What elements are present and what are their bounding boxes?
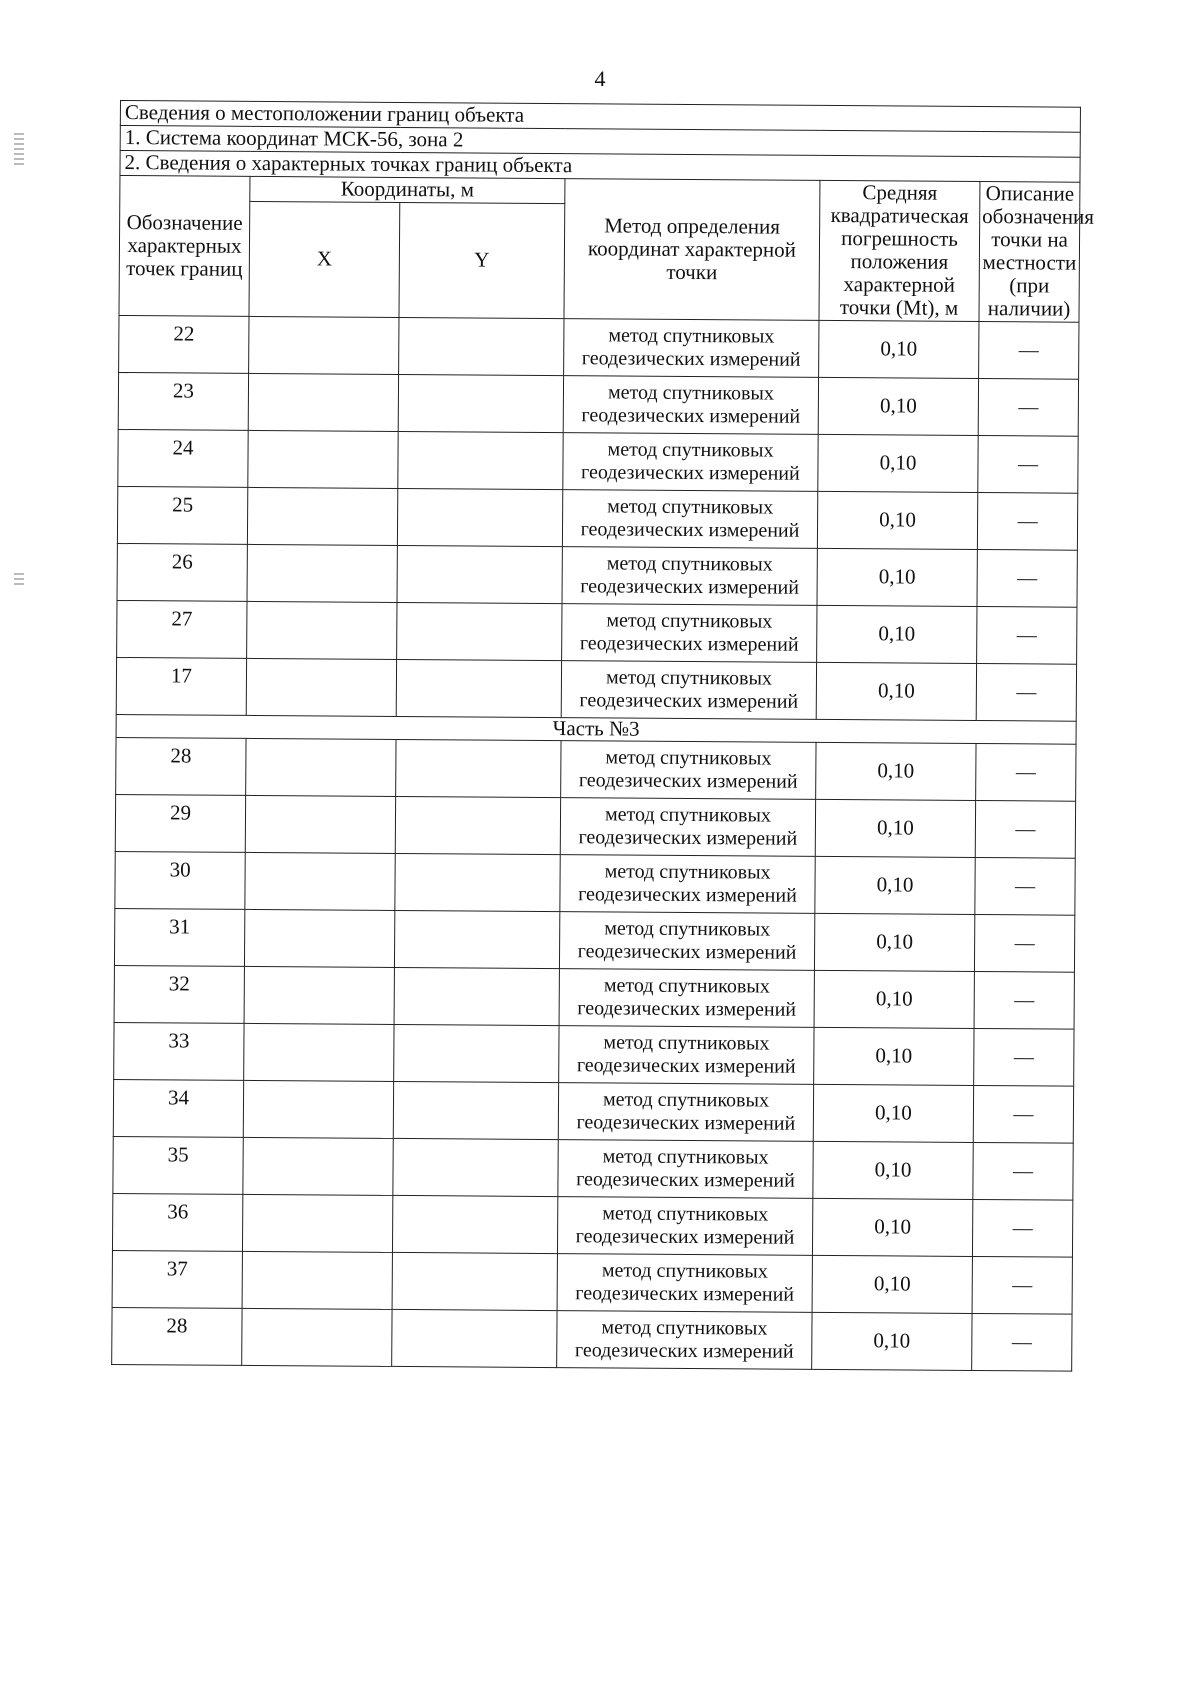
point-number: 33 — [114, 1022, 244, 1080]
header-designation: Обозначение характерных точек границ — [119, 176, 250, 316]
document-body — [111, 100, 1095, 1371]
table-row — [114, 965, 1074, 1029]
point-number: 28 — [112, 1307, 242, 1365]
method-cell — [561, 660, 816, 719]
coord-x-cell — [248, 373, 398, 431]
mt-value: 0,10 — [815, 799, 975, 857]
coord-x-cell — [244, 966, 394, 1024]
coord-x-cell — [242, 1251, 392, 1309]
method-line-2: геодезических измерений — [576, 1110, 796, 1135]
method-cell — [559, 968, 814, 1027]
scan-artifact-marks — [14, 570, 24, 588]
table-row — [114, 908, 1074, 972]
description-cell: — — [976, 663, 1076, 721]
point-number: 36 — [112, 1193, 242, 1251]
method-line-2: геодезических измерений — [576, 1167, 795, 1192]
table-row — [112, 1250, 1072, 1314]
coord-y-cell — [397, 488, 562, 546]
method-line-2: геодезических измерений — [580, 574, 800, 599]
coord-y-cell — [397, 602, 562, 660]
method-line-2: геодезических измерений — [577, 939, 797, 964]
coord-y-cell — [398, 374, 563, 432]
table-row — [115, 794, 1075, 858]
coord-y-cell — [394, 967, 559, 1025]
table-row — [114, 1022, 1074, 1086]
mt-value: 0,10 — [813, 1084, 973, 1142]
mt-value: 0,10 — [818, 434, 978, 492]
coord-x-cell — [248, 430, 398, 488]
coord-x-cell — [242, 1194, 392, 1252]
table-row — [115, 851, 1075, 915]
point-number: 26 — [117, 543, 247, 601]
method-line-1: метод спутниковых — [605, 665, 773, 690]
header-description: Описание обозначения точки на местности (при наличии) — [979, 182, 1080, 322]
point-number: 37 — [112, 1250, 242, 1308]
coord-y-cell — [397, 545, 562, 603]
method-line-1: метод спутниковых — [603, 1030, 770, 1055]
point-number: 17 — [116, 657, 246, 715]
coord-x-cell — [245, 852, 395, 910]
mt-value: 0,10 — [816, 742, 976, 800]
method-cell — [558, 1082, 813, 1141]
section-title: Сведения о местоположении границ объекта — [120, 101, 1080, 133]
method-cell — [557, 1253, 812, 1312]
method-cell — [557, 1196, 812, 1255]
coord-y-cell — [392, 1195, 557, 1253]
method-line-1: метод спутниковых — [602, 1144, 769, 1169]
method-cell — [559, 911, 814, 970]
description-cell: — — [979, 321, 1079, 379]
method-cell — [562, 489, 817, 548]
method-line-2: геодезических измерений — [575, 1281, 795, 1306]
mt-value: 0,10 — [814, 970, 974, 1028]
coord-x-cell — [247, 601, 397, 659]
coord-y-cell — [395, 796, 560, 854]
header-coordinates: Координаты, м — [250, 176, 565, 203]
description-cell: — — [974, 1028, 1074, 1086]
table-row — [112, 1193, 1072, 1257]
coord-x-cell — [242, 1308, 392, 1366]
method-cell — [563, 375, 818, 434]
header-x: X — [249, 201, 400, 317]
coord-y-cell — [393, 1081, 558, 1139]
description-cell: — — [973, 1085, 1073, 1143]
method-line-1: метод спутниковых — [606, 551, 773, 576]
method-line-2: геодезических измерений — [580, 460, 800, 485]
method-line-1: метод спутниковых — [603, 973, 770, 998]
header-error: Средняя квадратическая погрешность положения характерной точки (Mt), м — [819, 180, 980, 321]
method-line-2: геодезических измерений — [581, 346, 801, 371]
method-cell — [562, 546, 817, 605]
coord-system: 1. Система координат МСК-56, зона 2 — [120, 126, 1080, 158]
coord-y-cell — [394, 1024, 559, 1082]
description-cell: — — [975, 857, 1075, 915]
description-cell: — — [972, 1199, 1072, 1257]
coord-y-cell — [395, 853, 560, 911]
table-body — [112, 100, 1095, 1371]
description-cell: — — [977, 606, 1077, 664]
coord-x-cell — [247, 544, 397, 602]
method-line-1: метод спутниковых — [604, 859, 771, 884]
table-row — [117, 486, 1077, 550]
part-label: Часть №3 — [116, 714, 1076, 744]
mt-value: 0,10 — [813, 1141, 973, 1199]
mt-value: 0,10 — [817, 548, 977, 606]
table-row — [117, 600, 1077, 664]
coord-x-cell — [245, 795, 395, 853]
description-cell: — — [974, 914, 1074, 972]
coord-y-cell — [396, 659, 561, 717]
header-method: Метод определения координат характерной точки — [564, 179, 820, 320]
table-row — [116, 657, 1076, 721]
method-cell — [563, 432, 818, 491]
coord-y-cell — [394, 910, 559, 968]
point-number: 25 — [117, 486, 247, 544]
mt-value: 0,10 — [817, 491, 977, 549]
point-number: 29 — [115, 794, 245, 852]
point-number: 28 — [116, 737, 246, 795]
description-cell: — — [973, 1142, 1073, 1200]
method-line-1: метод спутниковых — [604, 916, 771, 941]
mt-value: 0,10 — [812, 1198, 972, 1256]
method-cell — [558, 1139, 813, 1198]
coord-x-cell — [246, 658, 396, 716]
coord-y-cell — [392, 1309, 557, 1367]
table-row — [118, 372, 1078, 436]
method-line-1: метод спутниковых — [602, 1201, 769, 1226]
method-line-2: геодезических измерений — [576, 1053, 796, 1078]
table-row — [117, 543, 1077, 607]
description-cell: — — [977, 549, 1077, 607]
mt-value: 0,10 — [819, 320, 979, 378]
method-line-1: метод спутниковых — [602, 1087, 770, 1112]
method-line-2: геодезических измерений — [579, 688, 799, 713]
method-line-2: геодезических измерений — [580, 517, 800, 542]
description-cell: — — [974, 971, 1074, 1029]
coord-y-cell — [392, 1252, 557, 1310]
coord-x-cell — [244, 909, 394, 967]
coord-y-cell — [399, 317, 564, 375]
scan-artifact-marks — [14, 130, 24, 168]
coord-y-cell — [393, 1138, 558, 1196]
method-line-1: метод спутниковых — [607, 380, 774, 405]
point-number: 22 — [119, 315, 249, 373]
coord-x-cell — [244, 1023, 394, 1081]
description-cell: — — [977, 492, 1077, 550]
description-cell: — — [978, 378, 1078, 436]
method-cell — [559, 1025, 814, 1084]
method-cell — [564, 318, 819, 377]
coord-x-cell — [243, 1080, 393, 1138]
description-cell: — — [972, 1313, 1072, 1371]
method-line-1: метод спутниковых — [608, 323, 775, 348]
method-cell — [560, 797, 815, 856]
header-y: Y — [399, 203, 565, 319]
method-line-1: метод спутниковых — [607, 494, 774, 519]
table-row — [116, 737, 1076, 801]
method-line-1: метод спутниковых — [601, 1258, 768, 1283]
mt-value: 0,10 — [815, 856, 975, 914]
method-line-2: геодезических измерений — [581, 403, 801, 428]
method-line-2: геодезических измерений — [578, 825, 798, 850]
method-cell — [557, 1310, 812, 1369]
point-number: 27 — [117, 600, 247, 658]
method-line-2: геодезических измерений — [579, 631, 799, 656]
boundary-points-table — [111, 100, 1095, 1371]
mt-value: 0,10 — [818, 377, 978, 435]
mt-value: 0,10 — [812, 1312, 972, 1370]
table-row — [113, 1079, 1073, 1143]
point-number: 34 — [113, 1079, 243, 1137]
point-number: 35 — [113, 1136, 243, 1194]
method-line-2: геодезических измерений — [574, 1338, 794, 1363]
mt-value: 0,10 — [814, 913, 974, 971]
table-row — [119, 315, 1079, 379]
coord-x-cell — [247, 487, 397, 545]
description-cell: — — [975, 800, 1075, 858]
mt-value: 0,10 — [817, 605, 977, 663]
method-line-2: геодезических измерений — [577, 996, 797, 1021]
table-row — [112, 1307, 1072, 1371]
method-line-2: геодезических измерений — [575, 1224, 795, 1249]
coord-x-cell — [249, 316, 399, 374]
method-line-1: метод спутниковых — [605, 745, 772, 770]
method-line-1: метод спутниковых — [604, 802, 772, 827]
method-line-1: метод спутниковых — [606, 608, 773, 633]
point-number: 31 — [114, 908, 244, 966]
method-line-2: геодезических измерений — [578, 768, 798, 793]
method-cell — [561, 740, 816, 799]
coord-x-cell — [246, 738, 396, 796]
description-cell: — — [976, 743, 1076, 801]
mt-value: 0,10 — [812, 1255, 972, 1313]
mt-value: 0,10 — [814, 1027, 974, 1085]
point-number: 24 — [118, 429, 248, 487]
table-row — [118, 429, 1078, 493]
method-cell — [560, 854, 815, 913]
coord-y-cell — [396, 739, 561, 797]
point-number: 30 — [115, 851, 245, 909]
point-number: 32 — [114, 965, 244, 1023]
method-cell — [562, 603, 817, 662]
point-number: 23 — [118, 372, 248, 430]
method-line-1: метод спутниковых — [601, 1315, 768, 1340]
description-cell: — — [978, 435, 1078, 493]
coord-x-cell — [243, 1137, 393, 1195]
page-number: 4 — [594, 66, 606, 91]
coord-y-cell — [398, 431, 563, 489]
points-title: 2. Сведения о характерных точках границ объекта — [120, 151, 1080, 183]
method-line-1: метод спутниковых — [607, 437, 774, 462]
method-line-2: геодезических измерений — [578, 882, 797, 907]
table-row — [113, 1136, 1073, 1200]
description-cell: — — [972, 1256, 1072, 1314]
mt-value: 0,10 — [816, 662, 976, 720]
